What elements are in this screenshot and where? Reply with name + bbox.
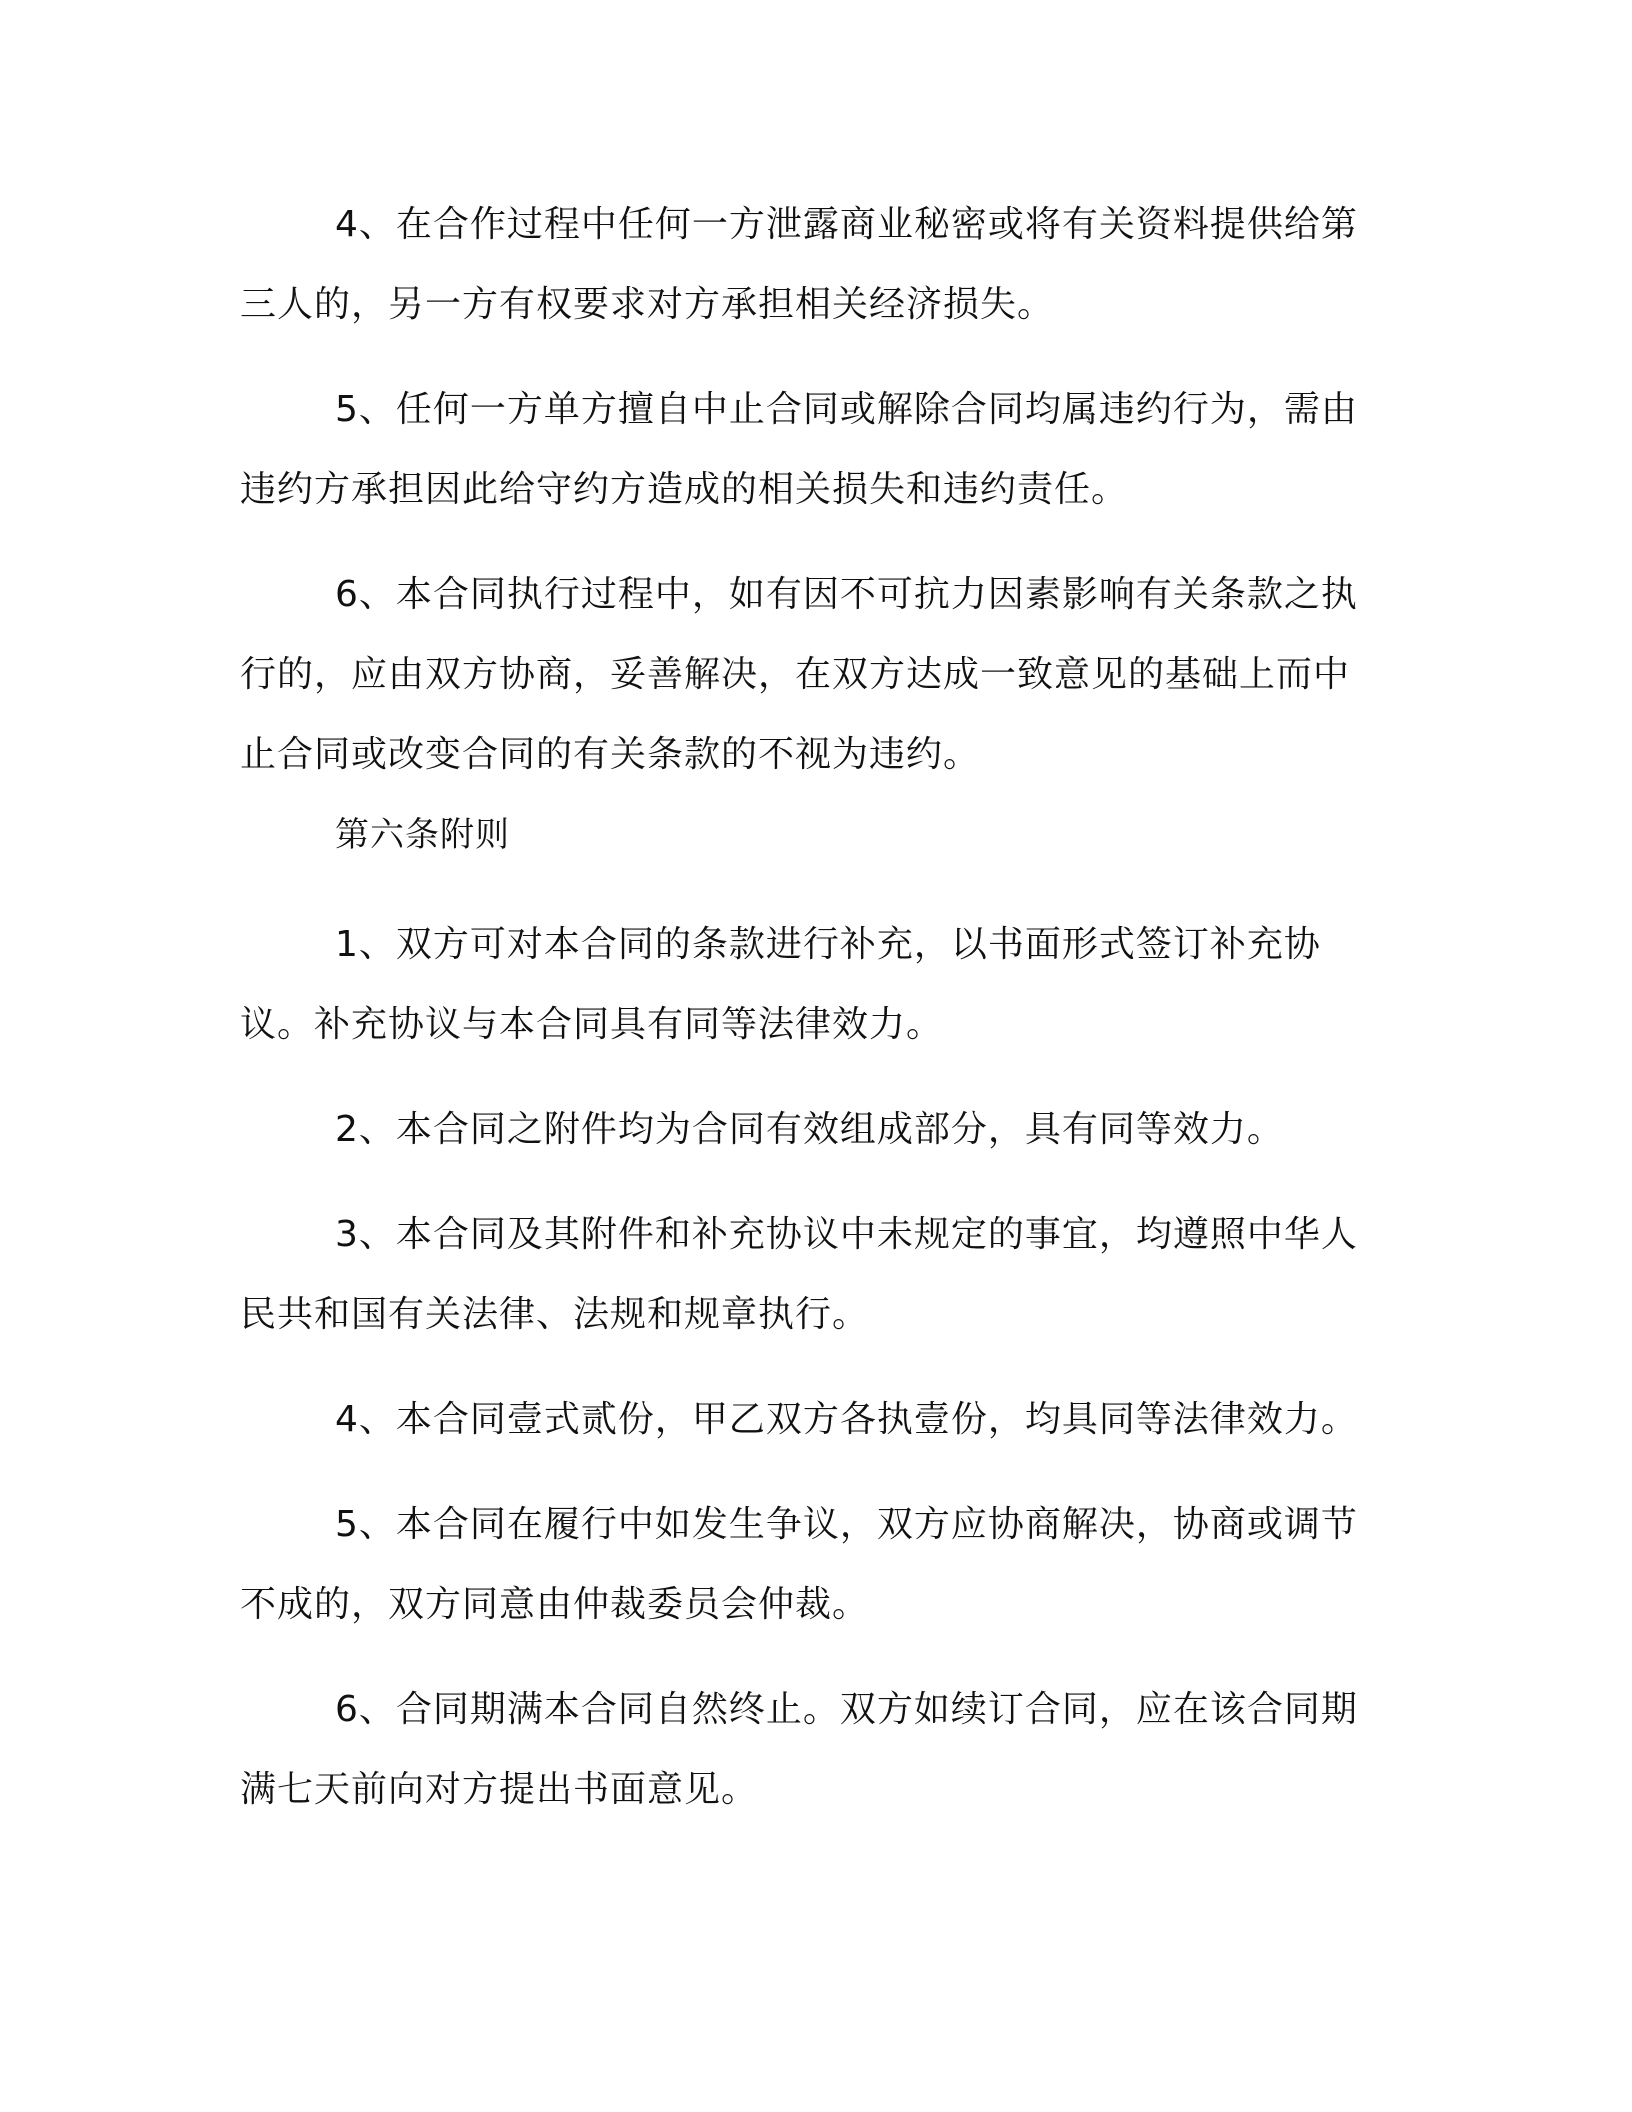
clause-paragraph: 5、本合同在履行中如发生争议，双方应协商解决，协商或调节不成的，双方同意由仲裁委员会仲裁。 — [240, 1504, 1358, 1625]
clause-paragraph: 2、本合同之附件均为合同有效组成部分，具有同等效力。 — [335, 1109, 1284, 1150]
clause-paragraph: 4、本合同壹式贰份，甲乙双方各执壹份，均具同等法律效力。 — [335, 1399, 1358, 1440]
clause-paragraph: 6、本合同执行过程中，如有因不可抗力因素影响有关条款之执行的，应由双方协商，妥善解决，在双方达成一致意见的基础上而中止合同或改变合同的有关条款的不视为违约。 — [240, 574, 1358, 775]
clause-paragraph: 5、任何一方单方擅自中止合同或解除合同均属违约行为，需由违约方承担因此给守约方造成的相关损失和违约责任。 — [240, 389, 1358, 510]
section-heading: 第六条附则 — [335, 815, 510, 855]
clause-paragraph: 6、合同期满本合同自然终止。双方如续订合同，应在该合同期满七天前向对方提出书面意见。 — [240, 1689, 1358, 1810]
clause-paragraph: 3、本合同及其附件和补充协议中未规定的事宜，均遵照中华人民共和国有关法律、法规和规章执行。 — [240, 1214, 1358, 1335]
clause-paragraph: 4、在合作过程中任何一方泄露商业秘密或将有关资料提供给第三人的，另一方有权要求对方承担相关经济损失。 — [240, 204, 1358, 325]
clause-paragraph: 1、双方可对本合同的条款进行补充，以书面形式签订补充协议。补充协议与本合同具有同等法律效力。 — [240, 924, 1321, 1045]
